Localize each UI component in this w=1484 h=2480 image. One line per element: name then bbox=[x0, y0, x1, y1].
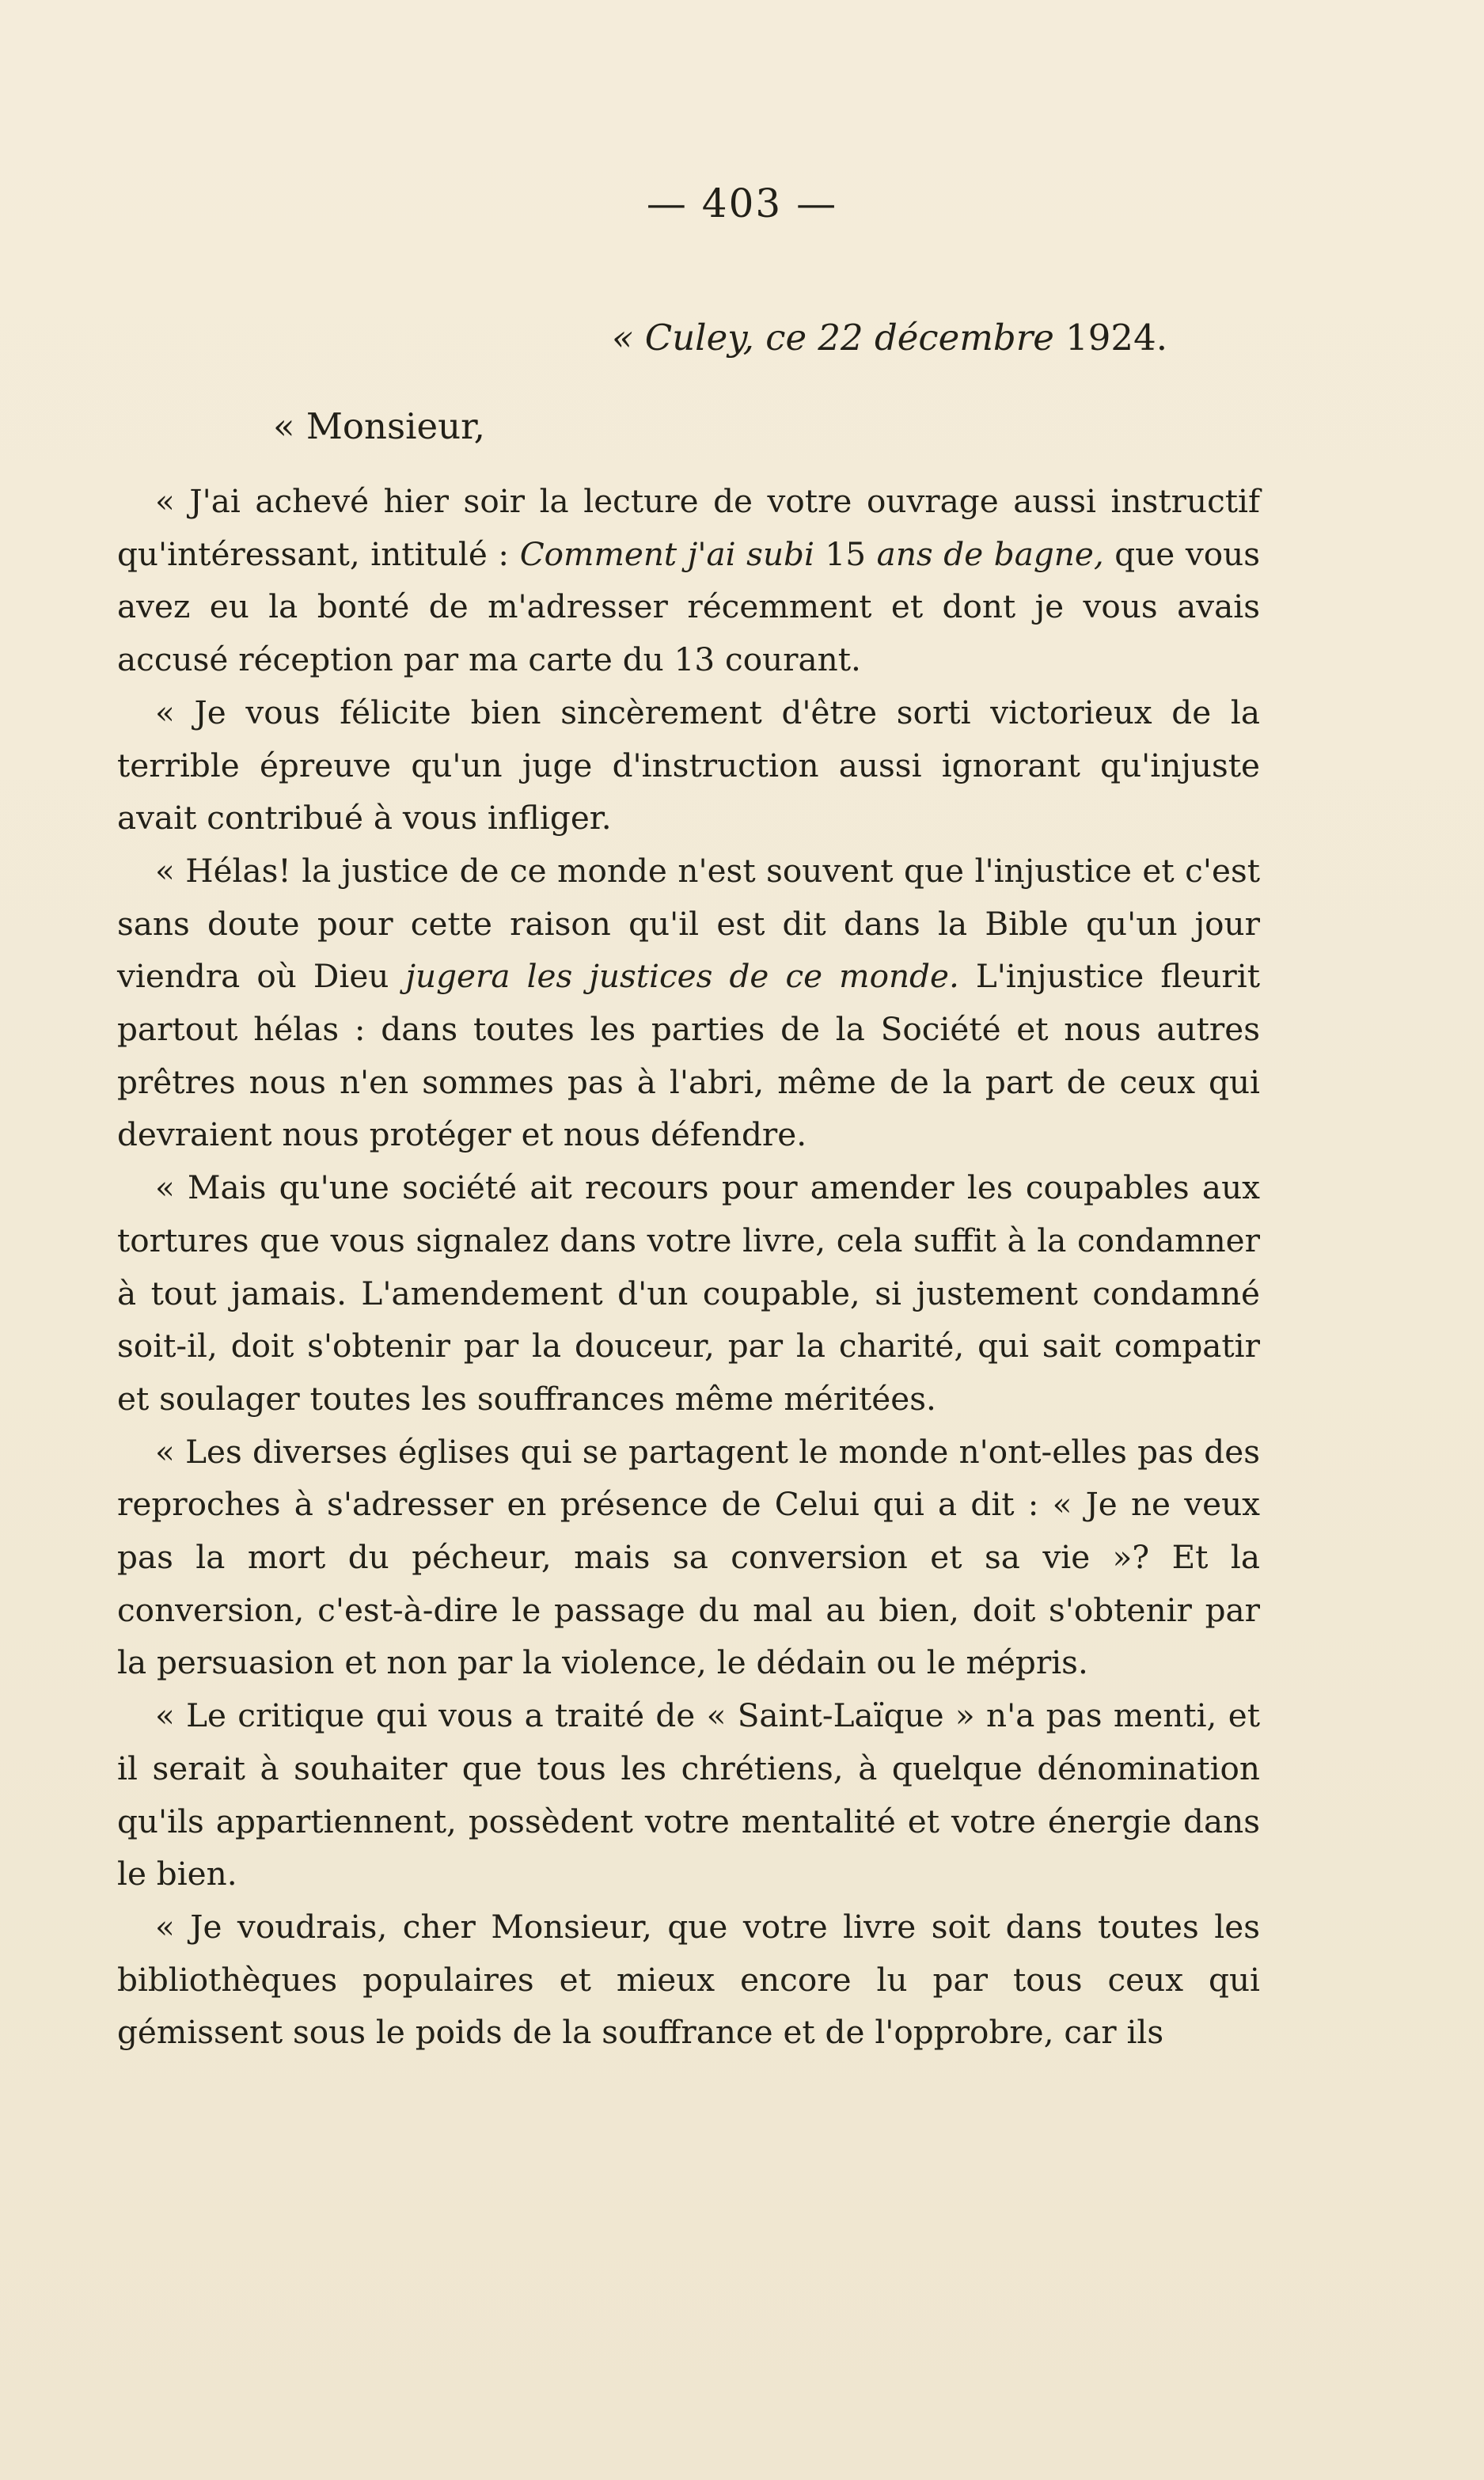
page-number: — 403 — bbox=[646, 180, 838, 226]
dateline-year: 1924. bbox=[1065, 317, 1167, 359]
paragraph-7: « Je voudrais, cher Monsieur, que votre livre soit dans toutes les bibliothèques populaires et mieux encore lu par tous ceux qui gémissent sous le poids de la souffrance et de l'opprobre, car ils bbox=[117, 1907, 1260, 2052]
dateline-place-date: « Culey, ce 22 décembre bbox=[611, 317, 1054, 359]
letter-body bbox=[117, 475, 1260, 2059]
paragraph-1-text-end: que vous avez eu la bonté de m'adresser récemment et dont je vous avais accusé réception par ma carte du 13 courant. bbox=[117, 534, 1261, 679]
paragraph-1-text-start: « J'ai achevé hier soir la lecture de votre ouvrage aussi instructif qu'intéressant, intitulé : bbox=[117, 482, 1260, 573]
paragraph-5: « Les diverses églises qui se partagent le monde n'ont-elles pas des reproches à s'adresser en présence de Celui qui a dit : « Je ne veux pas la mort du pécheur, mais sa conversion et sa vie »? Et la conversion, c'est-à-dire le passage du mal au bien, doit s'obtenir par la persuasion et non par la violence, le dédain ou le mépris. bbox=[117, 1432, 1260, 1682]
paragraph-3-text-start: « Hélas! la justice de ce monde n'est souvent que l'injustice et c'est sans doute pour cette raison qu'il est dit dans la Bible qu'un jour viendra où Dieu bbox=[117, 851, 1260, 996]
letter-salutation: « Monsieur, bbox=[273, 405, 485, 447]
paragraph-1 bbox=[117, 475, 1260, 686]
book-title-part-1: Comment j'ai subi bbox=[519, 534, 814, 573]
paragraph-6: « Le critique qui vous a traité de « Saint-Laïque » n'a pas menti, et il serait à souhaiter que tous les chrétiens, à quelque dénomination qu'ils appartiennent, possèdent votre mentalité et votre énergie dans le bien. bbox=[117, 1696, 1260, 1893]
paragraph-4: « Mais qu'une société ait recours pour amender les coupables aux tortures que vous signalez dans votre livre, cela suffit à la condamner à tout jamais. L'amendement d'un coupable, si justement condamné soit-il, doit s'obtenir par la douceur, par la charité, qui sait compatir et soulager toutes les souffrances même méritées. bbox=[117, 1168, 1260, 1418]
paragraph-2: « Je vous félicite bien sincèrement d'être sorti victorieux de la terrible épreuve qu'un juge d'instruction aussi ignorant qu'injuste avait contribué à vous infliger. bbox=[117, 693, 1260, 837]
paragraph-3-text-end: L'injustice fleurit partout hélas : dans toutes les parties de la Société et nous autres prêtres nous n'en sommes pas à l'abri, même de la part de ceux qui devraient nous protéger et nous défendre. bbox=[117, 957, 1260, 1154]
paragraph-3 bbox=[117, 845, 1260, 1161]
letter-dateline bbox=[612, 317, 1167, 359]
bible-quote: jugera les justices de ce monde. bbox=[405, 957, 959, 996]
book-title-number: 15 bbox=[814, 534, 877, 573]
book-title-part-2: ans de bagne, bbox=[876, 534, 1104, 573]
